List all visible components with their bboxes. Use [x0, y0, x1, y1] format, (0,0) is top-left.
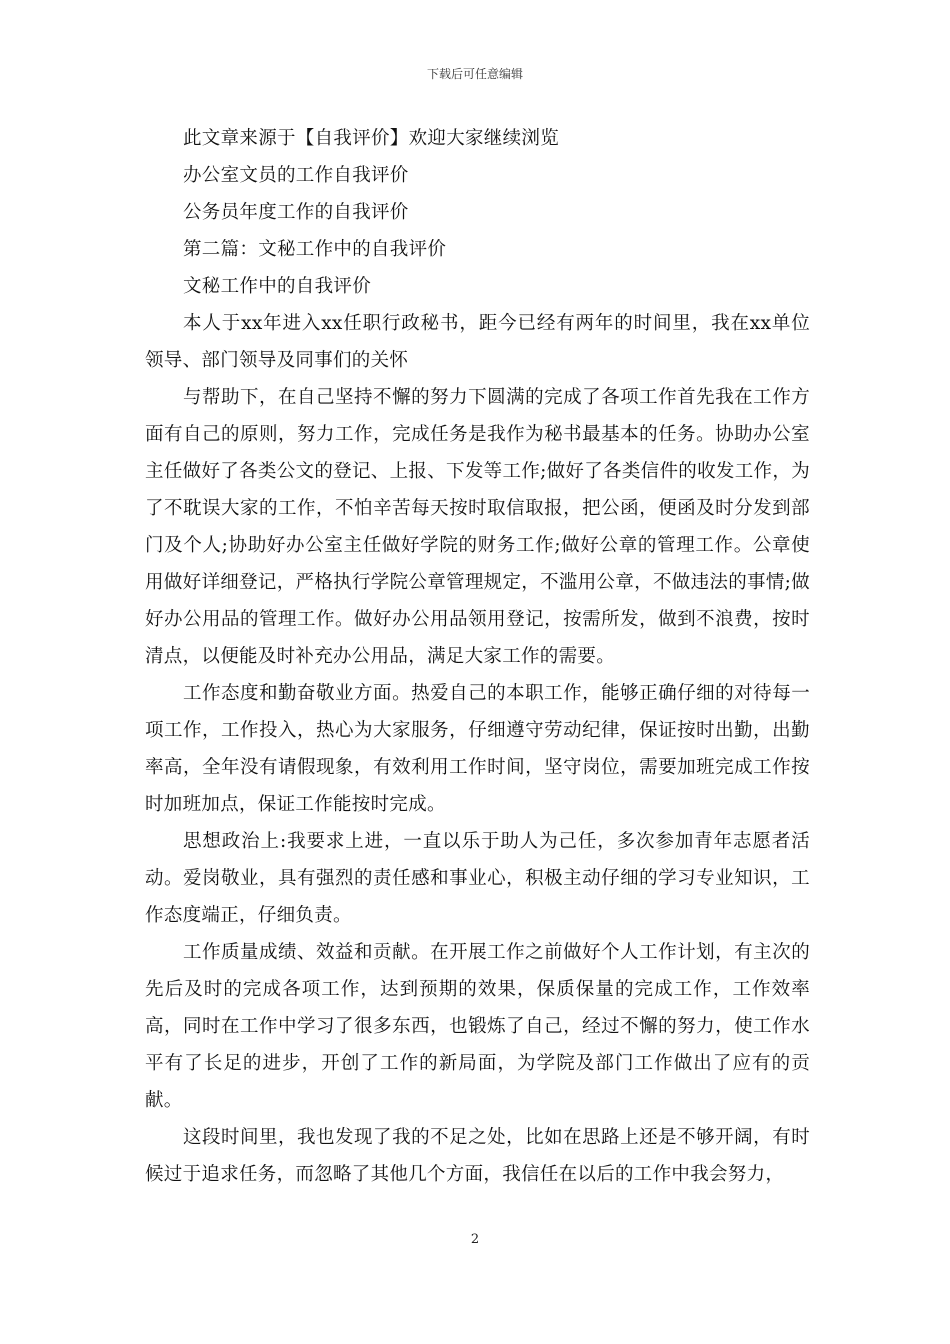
page-number: 2 — [470, 1232, 480, 1247]
related-title-1: 办公室文员的工作自我评价 — [183, 165, 409, 186]
page-header: 下载后可任意编辑 — [426, 67, 523, 81]
paragraph-political: 思想政治上:我要求上进，一直以乐于助人为己任，多次参加青年志愿者活动。爱岗敬业，具有强烈的责任感和事业心，积极主动仔细的学习专业知识，工作态度端正，仔细负责。 — [145, 831, 810, 926]
document-body — [145, 120, 810, 1193]
related-title-2: 公务员年度工作的自我评价 — [183, 202, 409, 223]
paragraph-shortcomings: 这段时间里，我也发现了我的不足之处，比如在思路上还是不够开阔，有时候过于追求任务，而忽略了其他几个方面，我信任在以后的工作中我会努力， — [145, 1127, 810, 1185]
source-line: 此文章来源于【自我评价】欢迎大家继续浏览 — [183, 128, 560, 149]
article-title: 文秘工作中的自我评价 — [183, 276, 372, 297]
paragraph-quality: 工作质量成绩、效益和贡献。在开展工作之前做好个人工作计划，有主次的先后及时的完成各项工作，达到预期的效果，保质保量的完成工作，工作效率高，同时在工作中学习了很多东西，也锻炼了自己，经过不懈的努力，使工作水平有了长足的进步，开创了工作的新局面，为学院及部门工作做出了应有的贡献。 — [145, 942, 810, 1111]
section-heading: 第二篇：文秘工作中的自我评价 — [183, 239, 447, 260]
paragraph-attitude: 工作态度和勤奋敬业方面。热爱自己的本职工作，能够正确仔细的对待每一项工作，工作投入，热心为大家服务，仔细遵守劳动纪律，保证按时出勤，出勤率高，全年没有请假现象，有效利用工作时间，坚守岗位，需要加班完成工作按时加班加点，保证工作能按时完成。 — [145, 683, 810, 815]
paragraph-intro: 本人于xx年进入xx任职行政秘书，距今已经有两年的时间里，我在xx单位领导、部门领导及同事们的关怀 — [145, 313, 810, 371]
paragraph-duties: 与帮助下，在自己坚持不懈的努力下圆满的完成了各项工作首先我在工作方面有自己的原则，努力工作，完成任务是我作为秘书最基本的任务。协助办公室主任做好了各类公文的登记、上报、下发等工作;做好了各类信件的收发工作，为了不耽误大家的工作，不怕辛苦每天按时取信取报，把公函，便函及时分发到部门及个人;协助好办公室主任做好学院的财务工作;做好公章的管理工作。公章使用做好详细登记，严格执行学院公章管理规定，不滥用公章，不做违法的事情;做好办公用品的管理工作。做好办公用品领用登记，按需所发，做到不浪费，按时清点，以便能及时补充办公用品，满足大家工作的需要。 — [145, 387, 810, 667]
